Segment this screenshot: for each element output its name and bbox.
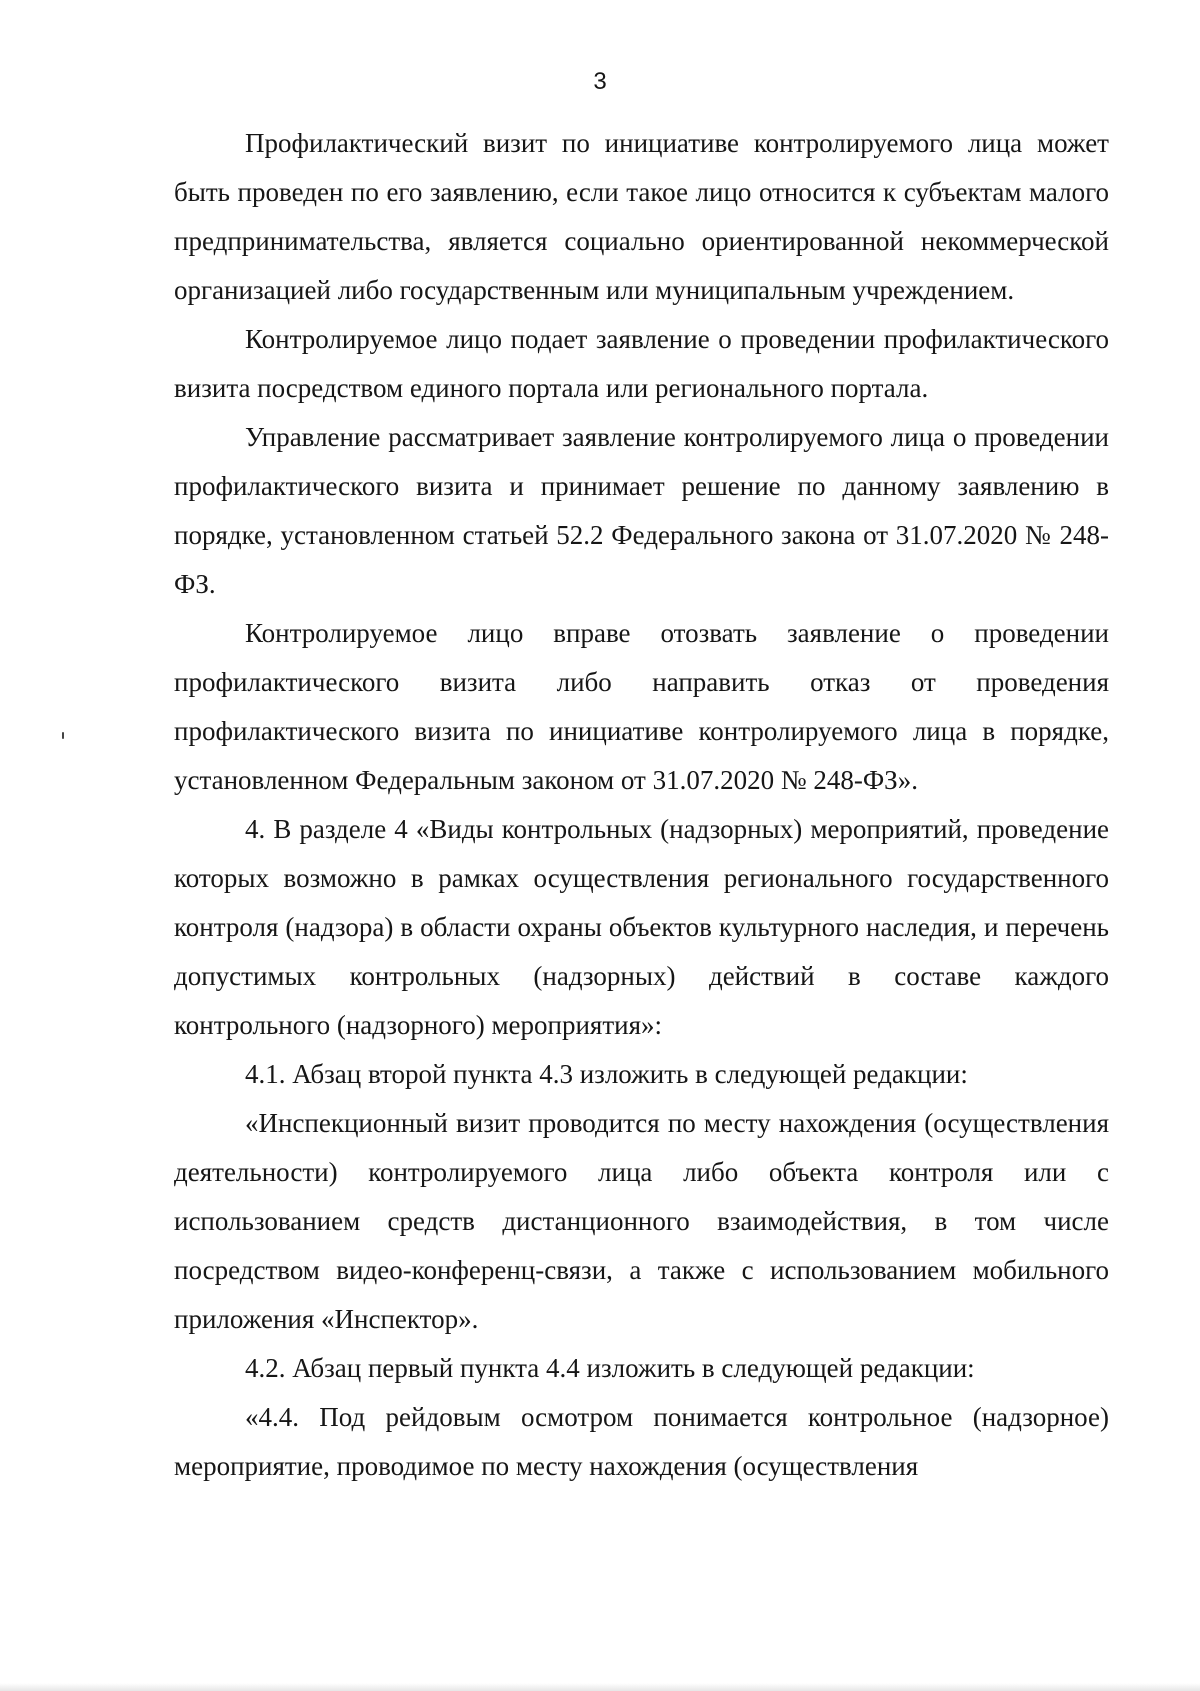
paragraph-application-submission: Контролируемое лицо подает заявление о проведении профилактического визита посредством единого портала или регионального портала. [174, 324, 1109, 403]
paragraph-section-4-amendment: 4. В разделе 4 «Виды контрольных (надзорных) мероприятий, проведение которых возможно в рамках осуществления регионального государственного контроля (надзора) в области охраны объектов культурного наследия, и перечень допустимых контрольных (надзорных) действий в составе каждого контрольного (надзорного) мероприятия»: [174, 814, 1109, 1040]
document-body [174, 119, 1109, 1491]
scan-edge [0, 1683, 1200, 1691]
paragraph-inspection-visit-text: «Инспекционный визит проводится по месту нахождения (осуществления деятельности) контролируемого лица либо объекта контроля или с использованием средств дистанционного взаимодействия, в том числе посредством видео-конференц-связи, а также с использованием мобильного приложения «Инспектор». [174, 1108, 1109, 1334]
paragraph-item-4-2: 4.2. Абзац первый пункта 4.4 изложить в следующей редакции: [245, 1353, 975, 1383]
paragraph-raid-inspection-text: «4.4. Под рейдовым осмотром понимается контрольное (надзорное) мероприятие, проводимое по месту нахождения (осуществления [174, 1402, 1109, 1481]
paragraph-preventive-visit-initiative: Профилактический визит по инициативе контролируемого лица может быть проведен по его заявлению, если такое лицо относится к субъектам малого предпринимательства, является социально ориентированной некоммерческой организацией либо государственным или муниципальным учреждением. [174, 128, 1109, 305]
paragraph-item-4-1: 4.1. Абзац второй пункта 4.3 изложить в следующей редакции: [245, 1059, 968, 1089]
scan-speck [62, 732, 64, 739]
paragraph-application-review: Управление рассматривает заявление контролируемого лица о проведении профилактического визита и принимает решение по данному заявлению в порядке, установленном статьей 52.2 Федерального закона от 31.07.2020 № 248-ФЗ. [174, 422, 1109, 599]
page-number: 3 [593, 68, 607, 95]
paragraph-application-withdrawal: Контролируемое лицо вправе отозвать заявление о проведении профилактического визита либо направить отказ от проведения профилактического визита по инициативе контролируемого лица в порядке, установленном Федеральным законом от 31.07.2020 № 248-ФЗ». [174, 618, 1109, 795]
